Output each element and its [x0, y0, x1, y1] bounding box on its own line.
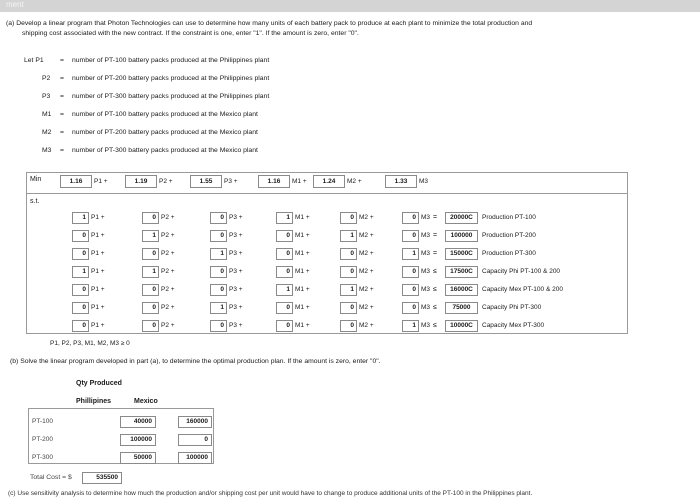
constraint-term: P3 + [229, 286, 243, 293]
constraint-term: P1 + [91, 286, 105, 293]
constraint-term: M1 + [295, 268, 310, 275]
constraint-term: P3 + [229, 232, 243, 239]
part-b-prompt: (b) Solve the linear program developed in part (a), to determine the optimal production plan. If the amount is zero, enter "0". [10, 358, 381, 365]
constraint-coef-input[interactable]: 0 [402, 284, 419, 296]
objective-term: P1 + [94, 178, 108, 185]
constraint-term: M1 + [295, 286, 310, 293]
constraint-term: P1 + [91, 250, 105, 257]
constraint-description: Production PT-300 [482, 250, 536, 257]
constraint-term: P3 + [229, 250, 243, 257]
objective-term: P2 + [159, 178, 173, 185]
objective-coef-input[interactable]: 1.16 [60, 175, 92, 188]
constraint-coef-input[interactable]: 0 [72, 284, 89, 296]
constraint-coef-input[interactable]: 0 [72, 230, 89, 242]
constraint-rhs-input[interactable]: 10000C [445, 320, 478, 332]
result-row-label: PT-200 [32, 436, 53, 443]
nonnegativity: P1, P2, P3, M1, M2, M3 ≥ 0 [50, 340, 130, 347]
constraint-term: P3 + [229, 322, 243, 329]
constraint-coef-input[interactable]: 1 [276, 212, 293, 224]
definition-text: number of PT-300 battery packs produced at the Philippines plant [72, 93, 270, 100]
constraint-sign: = [433, 214, 438, 221]
constraint-term: M1 + [295, 304, 310, 311]
definition-var: M2 [42, 129, 52, 136]
qty-produced-header: Qty Produced [76, 380, 122, 387]
constraint-coef-input[interactable]: 1 [276, 284, 293, 296]
constraint-term: P1 + [91, 268, 105, 275]
constraint-term: M3 [421, 286, 431, 293]
constraint-rhs-input[interactable]: 100000 [445, 230, 478, 242]
objective-term: M2 + [347, 178, 362, 185]
objective-coef-input[interactable]: 1.24 [313, 175, 345, 188]
constraint-term: M3 [421, 304, 431, 311]
definition-var: M1 [42, 111, 52, 118]
definition-var: Let P1 [24, 57, 44, 64]
constraint-term: P1 + [91, 214, 105, 221]
constraint-coef-input[interactable]: 0 [72, 248, 89, 260]
constraint-sign: ≤ [433, 304, 437, 311]
constraint-term: P2 + [161, 232, 175, 239]
constraint-coef-input[interactable]: 0 [142, 248, 159, 260]
objective-term: M3 [419, 178, 429, 185]
constraint-coef-input[interactable]: 1 [72, 212, 89, 224]
constraint-term: P2 + [161, 250, 175, 257]
constraint-coef-input[interactable]: 1 [142, 230, 159, 242]
constraint-sign: ≤ [433, 322, 437, 329]
result-row-label: PT-100 [32, 418, 53, 425]
constraint-coef-input[interactable]: 0 [210, 266, 227, 278]
constraint-term: P2 + [161, 268, 175, 275]
definition-text: number of PT-200 battery packs produced at the Mexico plant [72, 129, 258, 136]
constraint-coef-input[interactable]: 1 [340, 230, 357, 242]
constraint-term: P1 + [91, 322, 105, 329]
definition-text: number of PT-200 battery packs produced at the Philippines plant [72, 75, 270, 82]
objective-coef-input[interactable]: 1.19 [125, 175, 157, 188]
constraint-term: M3 [421, 322, 431, 329]
constraint-coef-input[interactable]: 0 [210, 212, 227, 224]
result-row-label: PT-300 [32, 454, 53, 461]
mexico-qty-input[interactable]: 0 [178, 434, 212, 446]
constraint-rhs-input[interactable]: 20000C [445, 212, 478, 224]
constraint-term: M3 [421, 232, 431, 239]
constraint-coef-input[interactable]: 0 [340, 248, 357, 260]
objective-coef-input[interactable]: 1.33 [385, 175, 417, 188]
constraint-coef-input[interactable]: 1 [402, 320, 419, 332]
constraint-rhs-input[interactable]: 16000C [445, 284, 478, 296]
objective-coef-input[interactable]: 1.16 [258, 175, 290, 188]
constraint-term: P3 + [229, 214, 243, 221]
constraint-coef-input[interactable]: 0 [276, 320, 293, 332]
constraint-term: M3 [421, 268, 431, 275]
constraint-term: M2 + [359, 214, 374, 221]
constraint-coef-input[interactable]: 0 [340, 212, 357, 224]
definition-eq: = [60, 129, 64, 136]
constraint-term: P1 + [91, 304, 105, 311]
definition-eq: = [60, 75, 64, 82]
definition-var: P3 [42, 93, 51, 100]
definition-text: number of PT-100 battery packs produced at the Philippines plant [72, 57, 270, 64]
constraint-coef-input[interactable]: 0 [142, 302, 159, 314]
phillipines-header: Phillipines [76, 398, 112, 405]
constraint-coef-input[interactable]: 1 [210, 248, 227, 260]
constraint-term: M1 + [295, 232, 310, 239]
constraint-coef-input[interactable]: 0 [340, 302, 357, 314]
constraint-coef-input[interactable]: 0 [402, 212, 419, 224]
constraint-term: P2 + [161, 286, 175, 293]
constraint-sign: ≤ [433, 268, 437, 275]
constraint-coef-input[interactable]: 0 [276, 266, 293, 278]
objective-term: P3 + [224, 178, 238, 185]
constraint-term: M1 + [295, 250, 310, 257]
constraint-term: M3 [421, 214, 431, 221]
constraint-rhs-input[interactable]: 17500C [445, 266, 478, 278]
definition-text: number of PT-100 battery packs produced at the Mexico plant [72, 111, 258, 118]
constraint-term: P1 + [91, 232, 105, 239]
total-cost-label: Total Cost = $ [30, 474, 72, 481]
definition-text: number of PT-300 battery packs produced at the Mexico plant [72, 147, 258, 154]
constraint-coef-input[interactable]: 0 [142, 284, 159, 296]
constraint-description: Capacity Mex PT-100 & 200 [482, 286, 563, 293]
constraint-rhs-input[interactable]: 75000 [445, 302, 478, 314]
constraint-term: P3 + [229, 304, 243, 311]
constraint-coef-input[interactable]: 1 [142, 266, 159, 278]
constraint-sign: ≤ [433, 286, 437, 293]
constraint-term: M2 + [359, 322, 374, 329]
definition-eq: = [60, 93, 64, 100]
constraint-term: M2 + [359, 250, 374, 257]
definition-eq: = [60, 147, 64, 154]
constraint-term: M3 [421, 250, 431, 257]
constraint-coef-input[interactable]: 0 [210, 320, 227, 332]
constraint-rhs-input[interactable]: 15000C [445, 248, 478, 260]
objective-coef-input[interactable]: 1.55 [190, 175, 222, 188]
constraint-coef-input[interactable]: 0 [402, 230, 419, 242]
constraint-coef-input[interactable]: 0 [142, 212, 159, 224]
constraint-coef-input[interactable]: 0 [142, 320, 159, 332]
constraint-term: M1 + [295, 322, 310, 329]
phillipines-qty-input[interactable]: 40000 [120, 416, 156, 428]
constraint-coef-input[interactable]: 0 [276, 230, 293, 242]
constraint-coef-input[interactable]: 0 [72, 320, 89, 332]
total-cost-field[interactable]: 535500 [82, 472, 122, 484]
part-a-prompt-line2: shipping cost associated with the new contract. If the constraint is one, enter "1". If the amount is zero, enter "0". [22, 30, 359, 37]
definition-var: M3 [42, 147, 52, 154]
constraint-term: P3 + [229, 268, 243, 275]
constraint-description: Capacity Mex PT-300 [482, 322, 545, 329]
definition-eq: = [60, 111, 64, 118]
phillipines-qty-input[interactable]: 100000 [120, 434, 156, 446]
constraint-term: P2 + [161, 214, 175, 221]
constraint-coef-input[interactable]: 0 [210, 230, 227, 242]
constraint-term: M2 + [359, 232, 374, 239]
phillipines-qty-input[interactable]: 50000 [120, 452, 156, 464]
definition-eq: = [60, 57, 64, 64]
mexico-header: Mexico [134, 398, 158, 405]
objective-term: M1 + [292, 178, 307, 185]
constraint-description: Production PT-100 [482, 214, 536, 221]
objective-label: Min [30, 176, 42, 183]
constraint-term: M2 + [359, 286, 374, 293]
st-label: s.t. [30, 198, 40, 205]
constraint-coef-input[interactable]: 0 [276, 248, 293, 260]
top-bar [0, 0, 700, 12]
constraint-term: P2 + [161, 322, 175, 329]
constraint-description: Capacity Phi PT-100 & 200 [482, 268, 561, 275]
constraint-term: P2 + [161, 304, 175, 311]
part-a-prompt: (a) Develop a linear program that Photon Technologies can use to determine how many units of each battery pack to produce at each plant to minimize the total production and [6, 20, 533, 27]
constraint-term: M2 + [359, 268, 374, 275]
constraint-coef-input[interactable]: 0 [340, 266, 357, 278]
constraint-sign: = [433, 232, 438, 239]
mexico-qty-input[interactable]: 100000 [178, 452, 212, 464]
constraint-coef-input[interactable]: 1 [210, 302, 227, 314]
definition-var: P2 [42, 75, 51, 82]
constraint-sign: = [433, 250, 438, 257]
constraint-term: M2 + [359, 304, 374, 311]
constraint-coef-input[interactable]: 0 [276, 302, 293, 314]
constraint-coef-input[interactable]: 1 [72, 266, 89, 278]
constraint-coef-input[interactable]: 0 [402, 302, 419, 314]
mexico-qty-input[interactable]: 160000 [178, 416, 212, 428]
constraint-coef-input[interactable]: 0 [340, 320, 357, 332]
constraint-coef-input[interactable]: 1 [340, 284, 357, 296]
constraint-coef-input[interactable]: 0 [72, 302, 89, 314]
top-bar-tab-text: ment [6, 0, 24, 9]
constraint-description: Production PT-200 [482, 232, 536, 239]
constraint-coef-input[interactable]: 0 [402, 266, 419, 278]
constraint-coef-input[interactable]: 1 [402, 248, 419, 260]
constraint-term: M1 + [295, 214, 310, 221]
constraint-coef-input[interactable]: 0 [210, 284, 227, 296]
part-c-prompt: (c) Use sensitivity analysis to determine how much the production and/or shipping cost per unit would have to change to produce additional units of the PT-100 in the Philippines plant. [8, 490, 533, 497]
constraint-description: Capacity Phi PT-300 [482, 304, 542, 311]
